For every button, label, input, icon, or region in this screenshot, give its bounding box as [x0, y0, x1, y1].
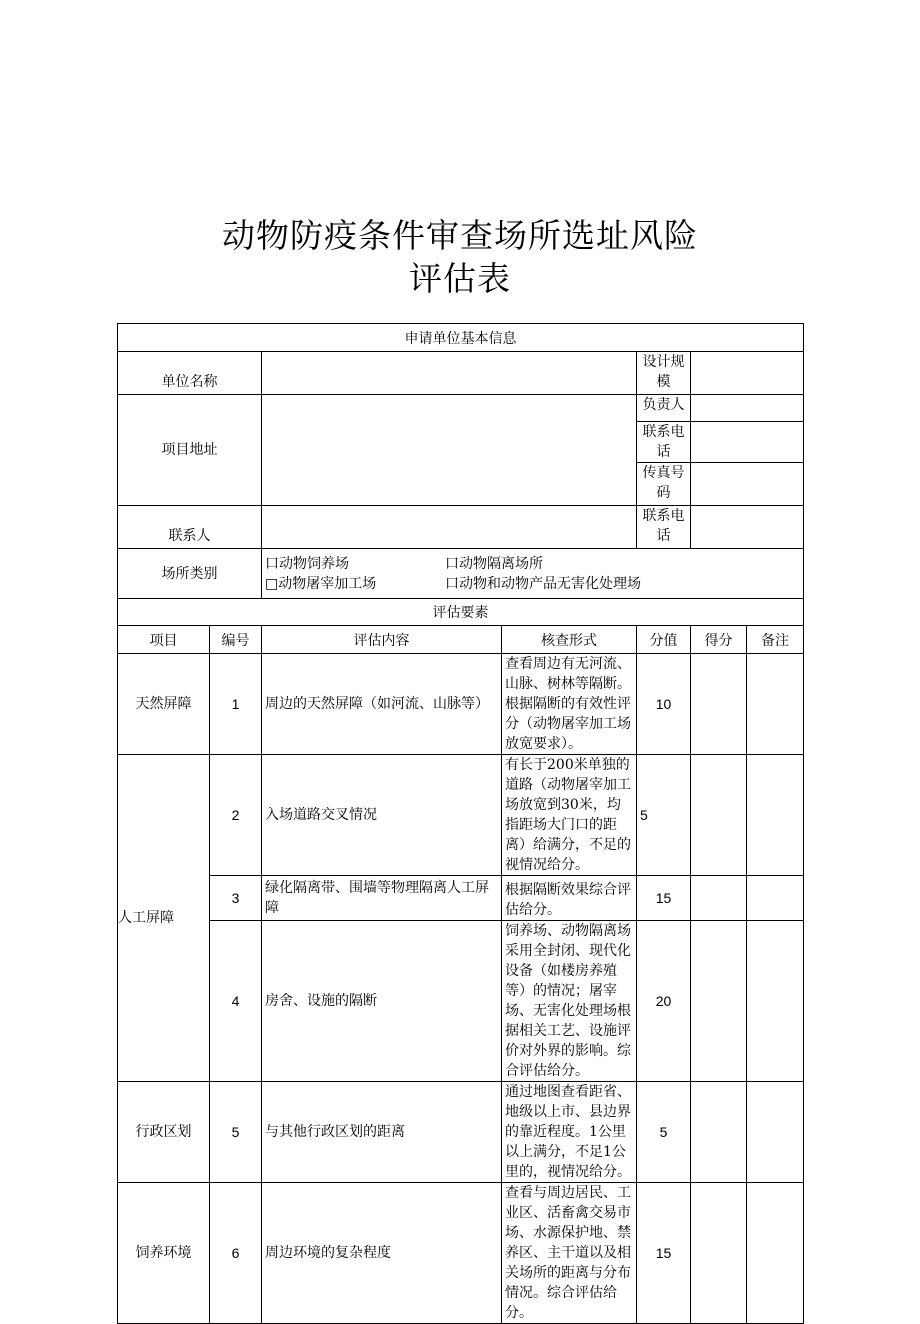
col-number: 编号	[210, 626, 262, 654]
table-row	[118, 921, 804, 1082]
row-check: 饲养场、动物隔离场采用全封闭、现代化设备（如楼房养殖等）的情况；屠宰场、无害化处理场根据相关工艺、设施评价对外界的影响。综合评估给分。	[502, 921, 637, 1082]
row-check: 通过地图查看距省、地级以上市、县边界的靠近程度。1公里以上满分，不足1公里的，视情况给分。	[502, 1082, 637, 1183]
row-note[interactable]	[747, 876, 804, 921]
row-content: 周边环境的复杂程度	[262, 1183, 502, 1324]
project-artificial-barrier: 人工屏障	[118, 755, 210, 1082]
risk-assessment-table	[117, 323, 804, 1324]
table-row	[118, 654, 804, 755]
assessment-header: 评估要素	[118, 599, 804, 626]
unit-name-field[interactable]	[262, 352, 637, 395]
row-number: 6	[210, 1183, 262, 1324]
contact-phone-label: 联系电话	[637, 506, 691, 549]
project-address-label: 项目地址	[118, 395, 262, 506]
category-option-breeding[interactable]: 口动物饲养场	[265, 555, 349, 572]
row-note[interactable]	[747, 654, 804, 755]
fax-field[interactable]	[691, 463, 804, 506]
project-address-field[interactable]	[262, 395, 637, 506]
project-breeding-environment: 饲养环境	[118, 1183, 210, 1324]
row-got[interactable]	[691, 876, 747, 921]
row-number: 3	[210, 876, 262, 921]
row-content: 入场道路交叉情况	[262, 755, 502, 876]
row-note[interactable]	[747, 755, 804, 876]
responsible-field[interactable]	[691, 395, 804, 422]
row-number: 2	[210, 755, 262, 876]
row-got[interactable]	[691, 921, 747, 1082]
row-score: 15	[637, 876, 691, 921]
phone-label: 联系电话	[637, 422, 691, 463]
phone-field[interactable]	[691, 422, 804, 463]
row-check: 查看与周边居民、工业区、活畜禽交易市场、水源保护地、禁养区、主干道以及相关场所的距离与分布情况。综合评估给分。	[502, 1183, 637, 1324]
table-row	[118, 1183, 804, 1324]
row-content: 周边的天然屏障（如河流、山脉等）	[262, 654, 502, 755]
row-got[interactable]	[691, 654, 747, 755]
table-row	[118, 876, 804, 921]
row-score: 20	[637, 921, 691, 1082]
row-note[interactable]	[747, 1082, 804, 1183]
row-got[interactable]	[691, 1183, 747, 1324]
contact-field[interactable]	[262, 506, 637, 549]
row-score: 10	[637, 654, 691, 755]
responsible-label: 负责人	[637, 395, 691, 422]
row-score: 15	[637, 1183, 691, 1324]
row-number: 1	[210, 654, 262, 755]
fax-label: 传真号码	[637, 463, 691, 506]
row-score: 5	[637, 755, 691, 876]
row-note[interactable]	[747, 1183, 804, 1324]
row-content: 与其他行政区划的距离	[262, 1082, 502, 1183]
col-check: 核查形式	[502, 626, 637, 654]
table-row	[118, 755, 804, 876]
category-option-isolation[interactable]: 口动物隔离场所	[445, 555, 543, 572]
row-score: 5	[637, 1082, 691, 1183]
row-number: 4	[210, 921, 262, 1082]
col-content: 评估内容	[262, 626, 502, 654]
design-scale-field[interactable]	[691, 352, 804, 395]
row-content: 绿化隔离带、围墙等物理隔离人工屏障	[262, 876, 502, 921]
table-row	[118, 1082, 804, 1183]
row-check: 查看周边有无河流、山脉、树林等隔断。根据隔断的有效性评分（动物屠宰加工场放宽要求）。	[502, 654, 637, 755]
category-option-slaughter[interactable]: □动物屠宰加工场	[265, 575, 377, 592]
col-project: 项目	[118, 626, 210, 654]
col-got: 得分	[691, 626, 747, 654]
row-number: 5	[210, 1082, 262, 1183]
col-note: 备注	[747, 626, 804, 654]
category-option-harmless[interactable]: 口动物和动物产品无害化处理场	[445, 575, 641, 592]
unit-name-label: 单位名称	[118, 352, 262, 395]
document-title-line2: 评估表	[409, 259, 511, 298]
project-administrative-division: 行政区划	[118, 1082, 210, 1183]
row-got[interactable]	[691, 755, 747, 876]
category-options	[262, 549, 804, 599]
contact-label: 联系人	[118, 506, 262, 549]
document-title-line1: 动物防疫条件审查场所选址风险	[222, 216, 698, 255]
row-content: 房舍、设施的隔断	[262, 921, 502, 1082]
row-note[interactable]	[747, 921, 804, 1082]
project-natural-barrier: 天然屏障	[118, 654, 210, 755]
basic-info-header: 申请单位基本信息	[118, 324, 804, 352]
contact-phone-field[interactable]	[691, 506, 804, 549]
design-scale-label: 设计规模	[637, 352, 691, 395]
row-check: 有长于200米单独的道路（动物屠宰加工场放宽到30米，均指距场大门口的距离）给满分，不足的视情况给分。	[502, 755, 637, 876]
row-check: 根据隔断效果综合评估给分。	[502, 876, 637, 921]
col-score: 分值	[637, 626, 691, 654]
category-label: 场所类别	[118, 549, 262, 599]
row-got[interactable]	[691, 1082, 747, 1183]
